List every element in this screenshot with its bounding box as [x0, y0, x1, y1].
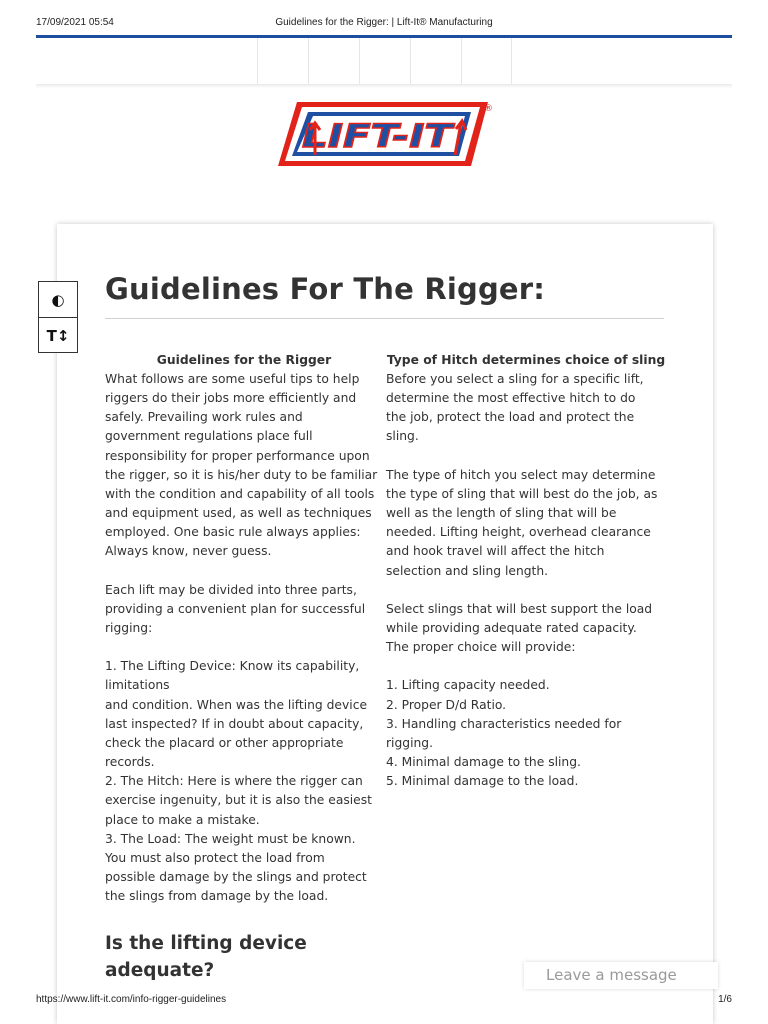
text-line: 3. Handling characteristics needed for [386, 716, 622, 731]
text-line: check the placard or other appropriate [105, 735, 344, 750]
title-divider [105, 318, 664, 319]
text-line: the rigger, so it is his/her duty to be familiar [105, 467, 378, 482]
text-line: 4. Minimal damage to the sling. [386, 755, 581, 770]
print-url: https://www.lift-it.com/info-rigger-guidelines [36, 994, 227, 1005]
text-line: with the condition and capability of all tools [105, 486, 375, 501]
text-line: 3. The Load: The weight must be known. [105, 831, 356, 846]
text-line: government regulations place full [105, 429, 313, 444]
text-line: 1. Lifting capacity needed. [386, 678, 550, 693]
text-line: The proper choice will provide: [386, 640, 576, 655]
nav-item[interactable] [308, 38, 359, 84]
chat-widget-label: Leave a message [546, 966, 677, 984]
text-line: selection and sling length. [386, 563, 549, 578]
text-size-icon: T↕ [46, 326, 70, 345]
text-line: the job, protect the load and protect the [386, 410, 635, 425]
left-paragraph-2 [105, 581, 383, 638]
text-line: The type of hitch you select may determine [386, 467, 656, 482]
text-line: Always know, never guess. [105, 544, 272, 559]
nav-divider [36, 84, 732, 88]
print-page-title: Guidelines for the Rigger: | Lift-It® Manufacturing [275, 17, 493, 28]
right-paragraph-3 [386, 600, 666, 657]
text-line: 5. Minimal damage to the load. [386, 774, 579, 789]
text-line: and condition. When was the lifting device [105, 697, 368, 712]
nav-item[interactable] [461, 38, 512, 84]
right-column [386, 351, 666, 791]
text-line: Before you select a sling for a specific lift, [386, 372, 644, 386]
left-paragraph-3 [105, 657, 383, 906]
text-line: Select slings that will best support the load [386, 601, 653, 616]
text-line: rigging: [105, 621, 153, 636]
text-line: place to make a mistake. [105, 812, 260, 827]
text-line: You must also protect the load from [105, 850, 325, 865]
text-line: while providing adequate rated capacity. [386, 621, 637, 635]
text-line: needed. Lifting height, overhead clearance [386, 525, 651, 540]
text-line: and equipment used, as well as techniques [105, 506, 372, 521]
text-line: well as the length of sling that will be [386, 506, 617, 521]
section-subheading [105, 930, 307, 984]
accessibility-toolbar [38, 281, 78, 353]
text-line: limitations [105, 678, 170, 693]
text-line: exercise ingenuity, but it is also the easiest [105, 793, 372, 808]
nav-item[interactable] [257, 38, 308, 84]
text-line: last inspected? If in doubt about capacity, [105, 716, 364, 731]
text-size-button[interactable] [39, 317, 77, 353]
print-datetime: 17/09/2021 05:54 [36, 17, 114, 28]
text-line: safely. Prevailing work rules and [105, 410, 303, 425]
text-line: Each lift may be divided into three parts, [105, 582, 357, 597]
print-footer [36, 994, 732, 1008]
contrast-icon: ◐ [51, 290, 65, 309]
text-line: What follows are some useful tips to help [105, 372, 360, 386]
print-header [36, 17, 732, 31]
main-nav [257, 38, 512, 84]
page-title: Guidelines For The Rigger: [105, 272, 546, 306]
text-line: records. [105, 755, 155, 770]
text-line: 2. The Hitch: Here is where the rigger can [105, 774, 363, 789]
right-paragraph-4 [386, 676, 666, 791]
text-line: riggers do their jobs more efficiently and [105, 391, 357, 406]
logo-wordmark: LIFT-IT [302, 117, 455, 155]
text-line: 1. The Lifting Device: Know its capability, [105, 659, 360, 674]
text-line: the type of sling that will best do the job, as [386, 486, 658, 501]
right-column-heading: Type of Hitch determines choice of sling [386, 353, 666, 367]
left-paragraph-1 [105, 370, 383, 562]
right-paragraph-1 [386, 370, 666, 447]
text-line: providing a convenient plan for successful [105, 601, 366, 616]
print-page-number: 1/6 [718, 994, 732, 1005]
lift-it-logo[interactable] [275, 97, 493, 171]
text-line: the slings from damage by the load. [105, 889, 329, 904]
text-line: responsibility for proper performance upon [105, 448, 370, 463]
subheading-line: adequate? [105, 960, 215, 981]
text-line: sling. [386, 429, 419, 444]
left-column [105, 351, 383, 906]
subheading-line: Is the lifting device [105, 933, 307, 954]
text-line: and hook travel will affect the hitch [386, 544, 605, 559]
contrast-toggle-button[interactable] [39, 282, 77, 317]
nav-item[interactable] [359, 38, 410, 84]
text-line: determine the most effective hitch to do [386, 391, 636, 406]
text-line: 2. Proper D/d Ratio. [386, 697, 507, 712]
text-line: possible damage by the slings and protect [105, 870, 367, 885]
chat-widget-button[interactable] [524, 962, 718, 989]
text-line: rigging. [386, 735, 434, 750]
registered-mark: ® [484, 104, 493, 114]
right-paragraph-2 [386, 466, 666, 581]
text-line: employed. One basic rule always applies: [105, 525, 361, 540]
left-column-heading: Guidelines for the Rigger [156, 353, 332, 367]
nav-item[interactable] [410, 38, 461, 84]
